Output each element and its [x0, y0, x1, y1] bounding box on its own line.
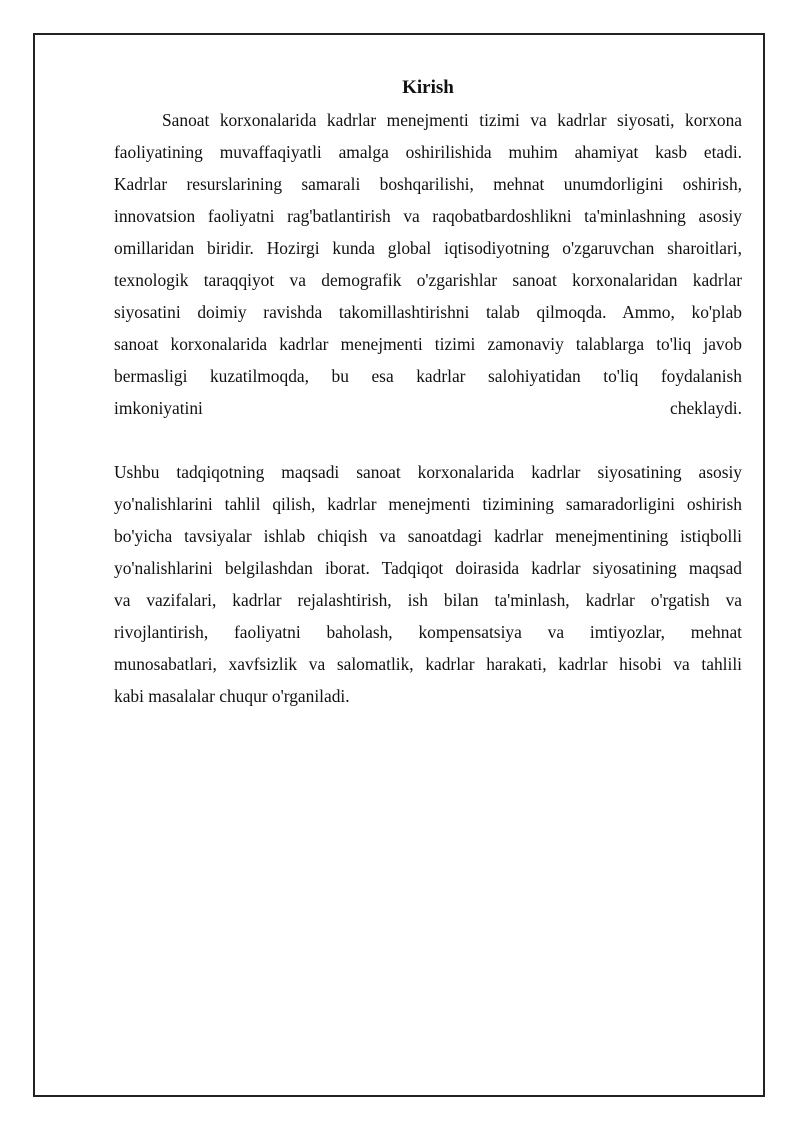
paragraph-line: imkoniyatini cheklaydi.	[114, 398, 742, 418]
paragraph-line: sanoat korxonalarida kadrlar menejmenti tizimi zamonaviy talablarga to'liq javob	[114, 334, 742, 354]
intro-paragraph-2	[114, 456, 742, 712]
paragraph-line: Kadrlar resurslarining samarali boshqarilishi, mehnat unumdorligini oshirish,	[114, 174, 742, 194]
paragraph-line: Ushbu tadqiqotning maqsadi sanoat korxonalarida kadrlar siyosatining asosiy	[114, 462, 742, 482]
paragraph-line: texnologik taraqqiyot va demografik o'zgarishlar sanoat korxonalaridan kadrlar	[114, 270, 742, 290]
paragraph-line: yo'nalishlarini belgilashdan iborat. Tadqiqot doirasida kadrlar siyosatining maqsad	[114, 558, 742, 578]
paragraph-spacer	[114, 424, 742, 456]
paragraph-line: bo'yicha tavsiyalar ishlab chiqish va sanoatdagi kadrlar menejmentining istiqbolli	[114, 526, 742, 546]
intro-paragraph-1	[114, 104, 742, 424]
paragraph-line: omillaridan biridir. Hozirgi kunda global iqtisodiyotning o'zgaruvchan sharoitlari,	[114, 238, 742, 258]
paragraph-line: Sanoat korxonalarida kadrlar menejmenti tizimi va kadrlar siyosati, korxona	[162, 110, 742, 130]
paragraph-line: kabi masalalar chuqur o'rganiladi.	[114, 686, 350, 706]
paragraph-line: rivojlantirish, faoliyatni baholash, kompensatsiya va imtiyozlar, mehnat	[114, 622, 742, 642]
paragraph-line: yo'nalishlarini tahlil qilish, kadrlar menejmenti tizimining samaradorligini oshirish	[114, 494, 742, 514]
paragraph-line: munosabatlari, xavfsizlik va salomatlik, kadrlar harakati, kadrlar hisobi va tahlili	[114, 654, 742, 674]
paragraph-line: bermasligi kuzatilmoqda, bu esa kadrlar salohiyatidan to'liq foydalanish	[114, 366, 742, 386]
paragraph-line: siyosatini doimiy ravishda takomillashtirishni talab qilmoqda. Ammo, ko'plab	[114, 302, 742, 322]
document-body	[114, 74, 742, 712]
paragraph-line: va vazifalari, kadrlar rejalashtirish, ish bilan ta'minlash, kadrlar o'rgatish va	[114, 590, 742, 610]
section-heading: Kirish	[402, 77, 454, 98]
paragraph-line: innovatsion faoliyatni rag'batlantirish va raqobatbardoshlikni ta'minlashning asosiy	[114, 206, 742, 226]
paragraph-line: faoliyatining muvaffaqiyatli amalga oshirilishida muhim ahamiyat kasb etadi.	[114, 142, 742, 162]
